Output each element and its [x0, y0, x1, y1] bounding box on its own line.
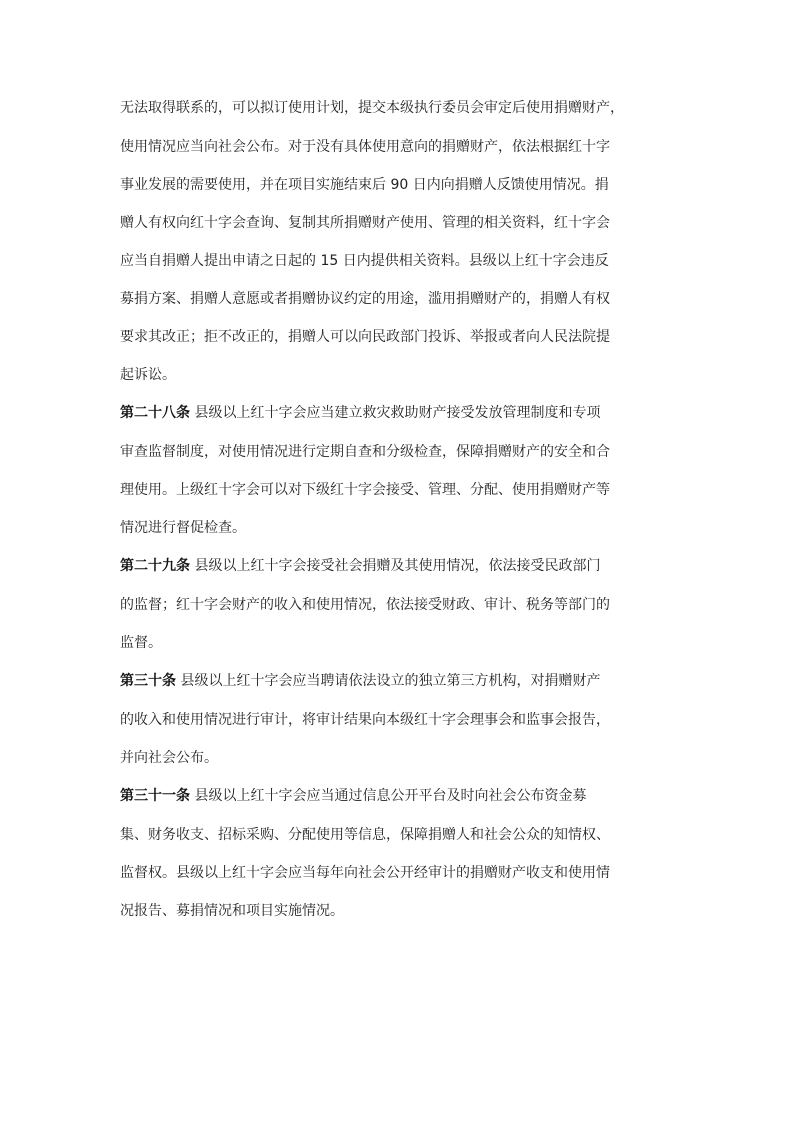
text-line: 监督。: [120, 635, 162, 651]
article-text: 县级以上红十字会应当聘请依法设立的独立第三方机构，对捐赠财产: [176, 673, 601, 689]
article-31: [120, 786, 680, 921]
text-line: 的收入和使用情况进行审计，将审计结果向本级红十字会理事会和监事会报告，: [120, 712, 610, 728]
text-line: [120, 786, 680, 806]
paragraph-continuation: [120, 98, 680, 385]
text-line: 况报告、募捐情况和项目实施情况。: [120, 903, 344, 919]
article-title: 第三十一条: [120, 788, 190, 804]
article-title: 第三十条: [120, 673, 176, 689]
document-body: [120, 98, 680, 921]
text-line: 赠人有权向红十字会查询、复制其所捐赠财产使用、管理的相关资料，红十字会: [120, 215, 610, 231]
article-title: 第二十八条: [120, 405, 190, 421]
text-line: 要求其改正；拒不改正的，捐赠人可以向民政部门投诉、举报或者向人民法院提: [120, 329, 610, 345]
text-line: 理使用。上级红十字会可以对下级红十字会接受、管理、分配、使用捐赠财产等: [120, 482, 610, 498]
text-line: [120, 403, 680, 423]
text-line: 募捐方案、捐赠人意愿或者捐赠协议约定的用途，滥用捐赠财产的，捐赠人有权: [120, 291, 610, 307]
text-line: 使用情况应当向社会公布。对于没有具体使用意向的捐赠财产，依法根据红十字: [120, 139, 610, 155]
text-line: 情况进行督促检查。: [120, 520, 246, 536]
article-text: 县级以上红十字会应当建立救灾救助财产接受发放管理制度和专项: [190, 405, 601, 421]
text-line: 监督权。县级以上红十字会应当每年向社会公开经审计的捐赠财产收支和使用情: [120, 865, 610, 881]
text-line: 审查监督制度，对使用情况进行定期自查和分级检查，保障捐赠财产的安全和合: [120, 444, 610, 460]
text-line: 的监督；红十字会财产的收入和使用情况，依法接受财政、审计、税务等部门的: [120, 597, 610, 613]
text-line: 事业发展的需要使用，并在项目实施结束后 90 日内向捐赠人反馈使用情况。捐: [120, 177, 609, 193]
article-28: [120, 403, 680, 538]
article-29: [120, 556, 680, 653]
text-line: [120, 671, 680, 691]
text-line: 应当自捐赠人提出申请之日起的 15 日内提供相关资料。县级以上红十字会违反: [120, 253, 609, 269]
article-text: 县级以上红十字会接受社会捐赠及其使用情况，依法接受民政部门: [190, 558, 601, 574]
text-line: 无法取得联系的，可以拟订使用计划，提交本级执行委员会审定后使用捐赠财产，: [120, 100, 624, 116]
article-text: 县级以上红十字会应当通过信息公开平台及时向社会公布资金募: [190, 788, 587, 804]
article-title: 第二十九条: [120, 558, 190, 574]
text-line: 集、财务收支、招标采购、分配使用等信息，保障捐赠人和社会公众的知情权、: [120, 827, 610, 843]
text-line: 起诉讼。: [120, 367, 176, 383]
article-30: [120, 671, 680, 768]
text-line: [120, 556, 680, 576]
text-line: 并向社会公布。: [120, 750, 218, 766]
